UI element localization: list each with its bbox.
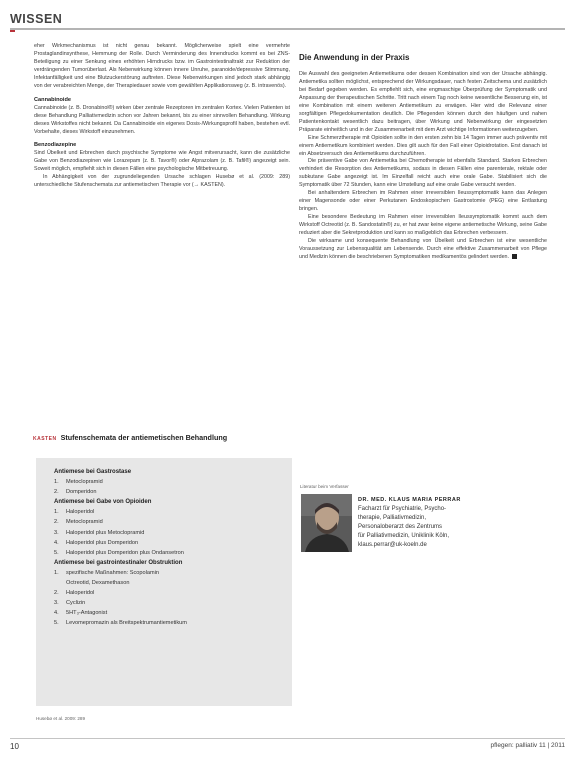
list-item-text: Metoclopramid — [66, 519, 103, 526]
box-title-row — [33, 433, 278, 442]
right-column — [299, 53, 547, 262]
list-item-number: 5. — [54, 549, 59, 556]
list-item — [54, 507, 290, 517]
list-item-text: Haloperidol plus Metoclopramid — [66, 529, 145, 536]
practice-paragraph-2: Eine Schmerztherapie mit Opioiden sollte in den ersten zehn bis 14 Tagen immer auch präventiv mit einem Antiemetikum kombiniert werden. Dies gilt auch für den Fall einer Opioidrotation. Erst danach ist ein Absetzversuch des Antiemetikums durchzuführen. — [299, 134, 547, 157]
list-item-text: Cyclizin — [66, 600, 86, 607]
article-end-mark — [512, 254, 517, 259]
list-item-text: Levomepromazin als Breitspektrumantiemetikum — [66, 620, 187, 627]
list-item-number: 3. — [54, 529, 59, 536]
list-item-number: 3. — [54, 600, 59, 607]
author-info — [358, 496, 568, 549]
list-item-number: 2. — [54, 489, 59, 496]
box-label: KASTEN — [33, 436, 57, 442]
author-photo — [301, 494, 352, 552]
author-line: für Palliativmedizin, Uniklinik Köln, — [358, 532, 450, 539]
section-header: WISSEN — [10, 12, 63, 26]
journal-issue: pflegen: palliativ 11 | 2011 — [490, 742, 565, 749]
box-section-title: Antiemese bei gastrointestinaler Obstruktion — [54, 559, 183, 566]
header-divider — [10, 28, 565, 30]
list-item — [54, 477, 290, 487]
list-item-text: Haloperidol plus Domperidon — [66, 539, 139, 546]
list-item-number: 2. — [54, 590, 59, 597]
list-item — [54, 568, 290, 578]
list-item — [54, 618, 290, 628]
practice-heading: Die Anwendung in der Praxis — [299, 53, 410, 62]
list-item-text: Domperidon — [66, 489, 97, 496]
antiemetic-scheme-box — [36, 458, 292, 706]
benzodiazepine-paragraph-2: In Abhängigkeit von der zugrundeliegenden Ursache schlagen Husebø et al. (2009: 289) unterschiedliche Stufenschemata zur antiemetischen Therapie vor (→ KASTEN). — [34, 174, 290, 189]
author-line: therapie, Palliativmedizin, — [358, 514, 427, 521]
box-title: Stufenschemata der antiemetischen Behandlung — [60, 433, 228, 442]
list-item-number: 4. — [54, 539, 59, 546]
list-item-text: Haloperidol — [66, 509, 95, 516]
list-item — [54, 517, 290, 527]
header-accent-mark — [10, 30, 15, 32]
list-item-text: spezifische Maßnahmen: Scopolamin — [66, 569, 159, 576]
page-number: 10 — [10, 742, 19, 751]
author-line: Personaloberarzt des Zentrums — [358, 523, 443, 530]
list-item-number: 1. — [54, 509, 59, 516]
box-section-title: Antiemese bei Gabe von Opioiden — [54, 499, 152, 506]
cannabinoids-paragraph: Cannabinoide (z. B. Dronabinol®) wirken über zentrale Rezeptoren im zentralen Kortex. Vielen Patienten ist diese Behandlung Palliativmedizin schon vor Jahren bekannt, bis zu einer sinnvollen Behandlung. Wirkung dieses Wirkstoffes nicht bekannt. Da Cannabinoide ein eigenes Dosis-/Wirkungsprofil haben, bestehen evtl. Vorbehalte, dieses Wirkstoff einzunehmen. — [34, 104, 290, 135]
list-item-number: 1. — [54, 569, 59, 576]
intro-paragraph: eher Wirkmechanismus ist nicht genau bekannt. Möglicherweise spielt eine vermehrte Prostaglandinsynthese, Hemmung der Rolle. Durch Verminderung des Innendrucks kommt es bei ZNS-Beteiligung zu einer Senkung eines erhöhten Hirndrucks bzw. im Gastrointestinaltrakt zur Reduktion der verdrängenden Tumorüberlast. Als Nebenwirkung können innere Unruhe, paranoide/depressive Stimmung, Infektanfälligkeit und eine Blutzuckerstörung auftreten. Diese Nebenwirkungen sind jedoch stark abhängig von der verabreichten Menge, der Therapiedauer sowie vom gewählten Applikationsweg (z. B. intravenös). — [34, 43, 290, 89]
list-item — [54, 548, 290, 558]
practice-paragraph-4: Bei anhaltendem Erbrechen im Rahmen einer irreversiblen Ileussymptomatik kann das Anlegen einer Magensonde oder einer Perkutanen Endoskopischen Gastrostomie (PEG) eine Entlastung bringen. — [299, 190, 547, 213]
practice-paragraph-6-text: Die wirksame und konsequente Behandlung von Übelkeit und Erbrechen ist eine wesentliche Voraussetzung zur Lebensqualität am Lebensende. Durch eine effektive Zusammenarbeit von Pflege und Medizin können die beschriebenen Symptomatiken medikamentös gelindert werden. — [299, 238, 547, 260]
list-item — [54, 487, 290, 497]
author-line: Facharzt für Psychiatrie, Psycho- — [358, 505, 447, 512]
list-item-text: 5HT₃-Antagonist — [66, 610, 108, 617]
practice-paragraph-3: Die präventive Gabe von Antiemetika bei Chemotherapie ist ebenfalls Standard. Starkes Erbrechen verhindert die Resorption des Antiemetikums, sodass in diesen Fällen eine parenterale, rektale oder subkutane Gabe angezeigt ist. Im Einzelfall reicht auch eine orale Gabe. Stabilisiert sich die Symptomatik über 72 Stunden, kann eine Umstellung auf eine orale Gabe versucht werden. — [299, 158, 547, 189]
list-item-continuation: Octreotid, Dexamethason — [66, 580, 130, 587]
author-email: klaus.perrar@uk-koeln.de — [358, 541, 427, 548]
box-source: Husebø et al. 2009: 289 — [36, 716, 86, 721]
list-item — [54, 608, 290, 618]
footer-divider — [10, 738, 565, 739]
list-item-text: Haloperidol — [66, 590, 95, 597]
left-column — [34, 43, 290, 190]
list-item — [54, 528, 290, 538]
list-item-number: 4. — [54, 610, 59, 617]
benzodiazepine-heading: Benzodiazepine — [34, 142, 77, 149]
literature-note: Literatur beim Verfasser — [300, 484, 349, 489]
practice-paragraph-1: Die Auswahl des geeigneten Antiemetikums oder dessen Kombination sind von der Ursache abhängig. Antiemetika sollten möglichst, entsprechend der Wirkungsdauer, nach festen Zeitschema und zusätzlich bei Bedarf gegeben werden. Es empfiehlt sich, eine engmaschige Überprüfung der Symptomatik und Anpassung der therapeutischen Schritte. Tritt nach einem Tag noch keine wesentliche Besserung ein, ist eine Kombination mit einem weiteren Antiemetikum zu erwägen. Hier wird die Relevanz einer sorgfältigen Pflegedokumentation deutlich. Die Pflegenden können durch den häufigen und nahen Patientenkontakt wesentlich dazu beitragen, über Wirkung und Nebenwirkung der eingesetzten Präparate einheitlich und in der Zusammenarbeit mit dem Arzt wichtige Informationen weiterzugeben. — [299, 71, 547, 133]
practice-paragraph-6 — [299, 238, 547, 262]
list-item — [54, 538, 290, 548]
benzodiazepine-paragraph-1: Sind Übelkeit und Erbrechen durch psychische Symptome wie Angst mitverursacht, kann die zusätzliche Gabe von Benzodiazepinen wie Lorazepam (z. B. Tavor®) oder Alprazolam (z. B. Tafil®) angezeigt sein. Soweit möglich, empfiehlt sich in diesen Fällen eine psychologische Mitbetreuung. — [34, 150, 290, 173]
list-item-text: Haloperidol plus Domperidon plus Ondansetron — [66, 549, 184, 556]
list-item-text: Metoclopramid — [66, 479, 103, 486]
list-item — [54, 588, 290, 598]
box-section-title: Antiemese bei Gastrostase — [54, 469, 132, 475]
box-content — [54, 467, 290, 629]
practice-paragraph-5: Eine besondere Bedeutung im Rahmen einer irreversiblen Ileussymptomatik kommt auch dem Wirkstoff Octreotid (z. B. Sandostatin®) zu, er hat zwar keine eigene antiemetische Wirkung, seine Gabe reduziert aber die Sekretproduktion und kann so maßgeblich das Erbrechen verbessern. — [299, 214, 547, 237]
cannabinoids-heading: Cannabinoide — [34, 96, 71, 103]
author-name: DR. MED. KLAUS MARIA PERRAR — [358, 497, 461, 503]
author-portrait-icon — [301, 494, 352, 552]
list-item — [54, 598, 290, 608]
list-item-number: 1. — [54, 479, 59, 486]
list-item-number: 5. — [54, 620, 59, 627]
list-item-number: 2. — [54, 519, 59, 526]
